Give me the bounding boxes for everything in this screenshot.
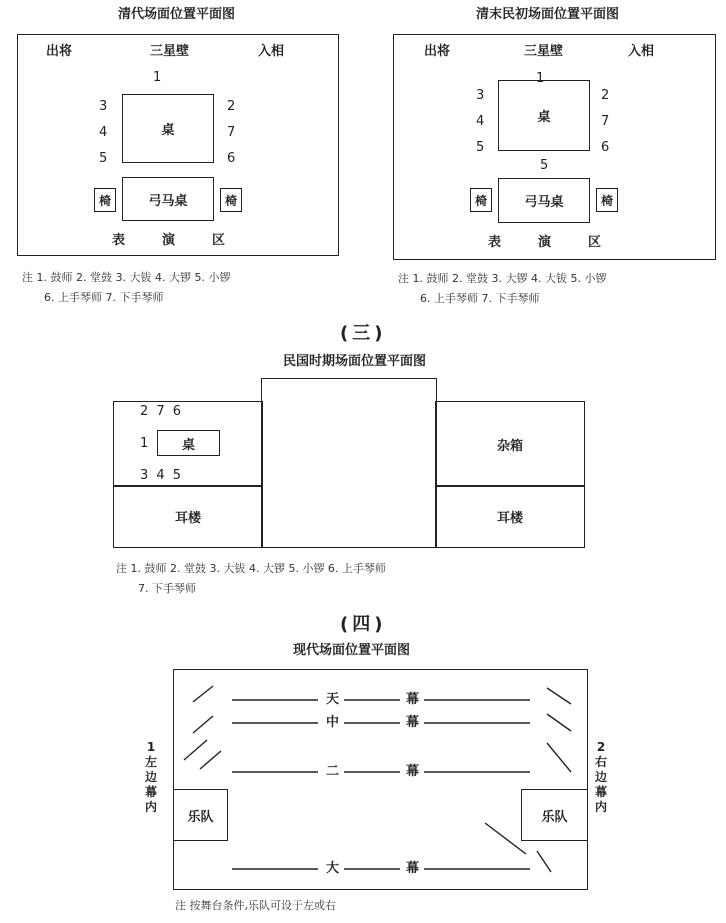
d2-pos-6: 6	[601, 140, 610, 155]
d2-pos-1: 1	[536, 71, 545, 86]
d4-curtain3-char-a: 二	[326, 764, 340, 779]
d1-pos-6: 6	[227, 151, 236, 166]
d4-title: 现代场面位置平面图	[293, 643, 411, 658]
d2-table-label: 桌	[537, 110, 551, 125]
d1-backwall-label: 三星壁	[150, 44, 190, 59]
d4-band-left-label: 乐队	[187, 809, 214, 825]
d1-area-2: 演	[162, 233, 176, 248]
d4-section-label: (四)	[340, 614, 387, 635]
d4-curtain4-char-b: 幕	[406, 861, 420, 876]
d2-pos-5: 5	[476, 140, 485, 155]
d1-note-1: 注 1. 鼓师 2. 堂鼓 3. 大钹 4. 大锣 5. 小锣	[22, 271, 231, 284]
d3-table-label: 桌	[181, 437, 195, 453]
d4-curtain1-char-a: 天	[326, 692, 340, 707]
d4-curtain2-char-a: 中	[326, 715, 340, 730]
d2-title: 清末民初场面位置平面图	[476, 7, 620, 22]
d2-area-2: 演	[538, 235, 552, 250]
d3-storage-label: 杂箱	[496, 438, 523, 454]
d1-pos-2: 2	[227, 99, 236, 114]
d3-bottom-numbers: 3 4 5	[140, 468, 184, 483]
d1-pos-5: 5	[99, 151, 108, 166]
d4-wing-right-2	[547, 714, 571, 731]
d3-left-number: 1	[140, 436, 149, 451]
d2-area-3: 区	[588, 235, 602, 250]
d1-exit-label: 出将	[46, 44, 73, 59]
d3-section-label: (三)	[340, 323, 387, 344]
d4-curtain1-char-b: 幕	[406, 692, 420, 707]
d4-band-right-label: 乐队	[541, 809, 568, 825]
d2-chair-right-label: 椅	[600, 193, 613, 208]
d1-pos-1: 1	[153, 70, 162, 85]
d4-curtain2-char-b: 幕	[406, 715, 420, 730]
d1-chair-right-label: 椅	[224, 193, 237, 208]
d4-wing-right-4	[485, 823, 526, 854]
d3-title: 民国时期场面位置平面图	[283, 354, 427, 369]
d1-table-label: 桌	[161, 123, 175, 138]
d2-pos-7: 7	[601, 114, 610, 129]
d2-backwall-label: 三星壁	[524, 44, 564, 59]
d2-chair-left-label: 椅	[474, 193, 487, 208]
d1-pos-3: 3	[99, 99, 108, 114]
d4-wing-right-5	[537, 851, 551, 872]
d1-bow-table-label: 弓马桌	[148, 193, 188, 209]
d1-title: 清代场面位置平面图	[118, 7, 236, 22]
d2-pos-3: 3	[476, 88, 485, 103]
d4-wing-right-3	[547, 743, 571, 772]
d3-note-1: 注 1. 鼓师 2. 堂鼓 3. 大钹 4. 大锣 5. 小锣 6. 上手琴师	[116, 562, 386, 575]
d4-wing-left-4	[200, 751, 221, 769]
d2-exit-label: 出将	[424, 44, 451, 59]
d2-pos-4: 4	[476, 114, 485, 129]
d1-area-1: 表	[112, 233, 126, 248]
d2-bow-table-label: 弓马桌	[524, 195, 564, 210]
d1-enter-label: 入相	[258, 44, 285, 59]
d2-area-1: 表	[488, 235, 502, 250]
d1-area-3: 区	[212, 233, 226, 248]
d4-curtain3-char-b: 幕	[406, 764, 420, 779]
d4-wing-left-3	[184, 740, 207, 760]
d3-top-numbers: 2 7 6	[140, 404, 184, 419]
d1-pos-7: 7	[227, 125, 236, 140]
d1-chair-left-label: 椅	[98, 193, 111, 208]
d4-wing-left-1	[193, 686, 213, 702]
d1-pos-4: 4	[99, 125, 108, 140]
d4-curtain4-char-a: 大	[326, 861, 340, 876]
d4-left-wing-label: 1左边幕内	[144, 740, 157, 814]
d3-ear-right-label: 耳楼	[496, 511, 523, 526]
d2-note-1: 注 1. 鼓师 2. 堂鼓 3. 大锣 4. 大钹 5. 小锣	[398, 272, 607, 285]
d1-note-2: 6. 上手琴师 7. 下手琴师	[44, 291, 164, 304]
d2-enter-label: 入相	[628, 44, 655, 59]
d4-wing-left-2	[193, 716, 213, 733]
d2-pos-5-front: 5	[540, 158, 549, 173]
d4-right-wing-label: 2右边幕内	[594, 740, 607, 814]
d4-wing-right-1	[547, 688, 571, 704]
d3-ear-left-label: 耳楼	[174, 511, 201, 526]
d4-note: 注 按舞台条件,乐队可设于左或右	[175, 899, 336, 912]
d2-pos-2: 2	[601, 88, 610, 103]
d2-note-2: 6. 上手琴师 7. 下手琴师	[420, 292, 540, 305]
d3-note-2: 7. 下手琴师	[138, 582, 196, 595]
